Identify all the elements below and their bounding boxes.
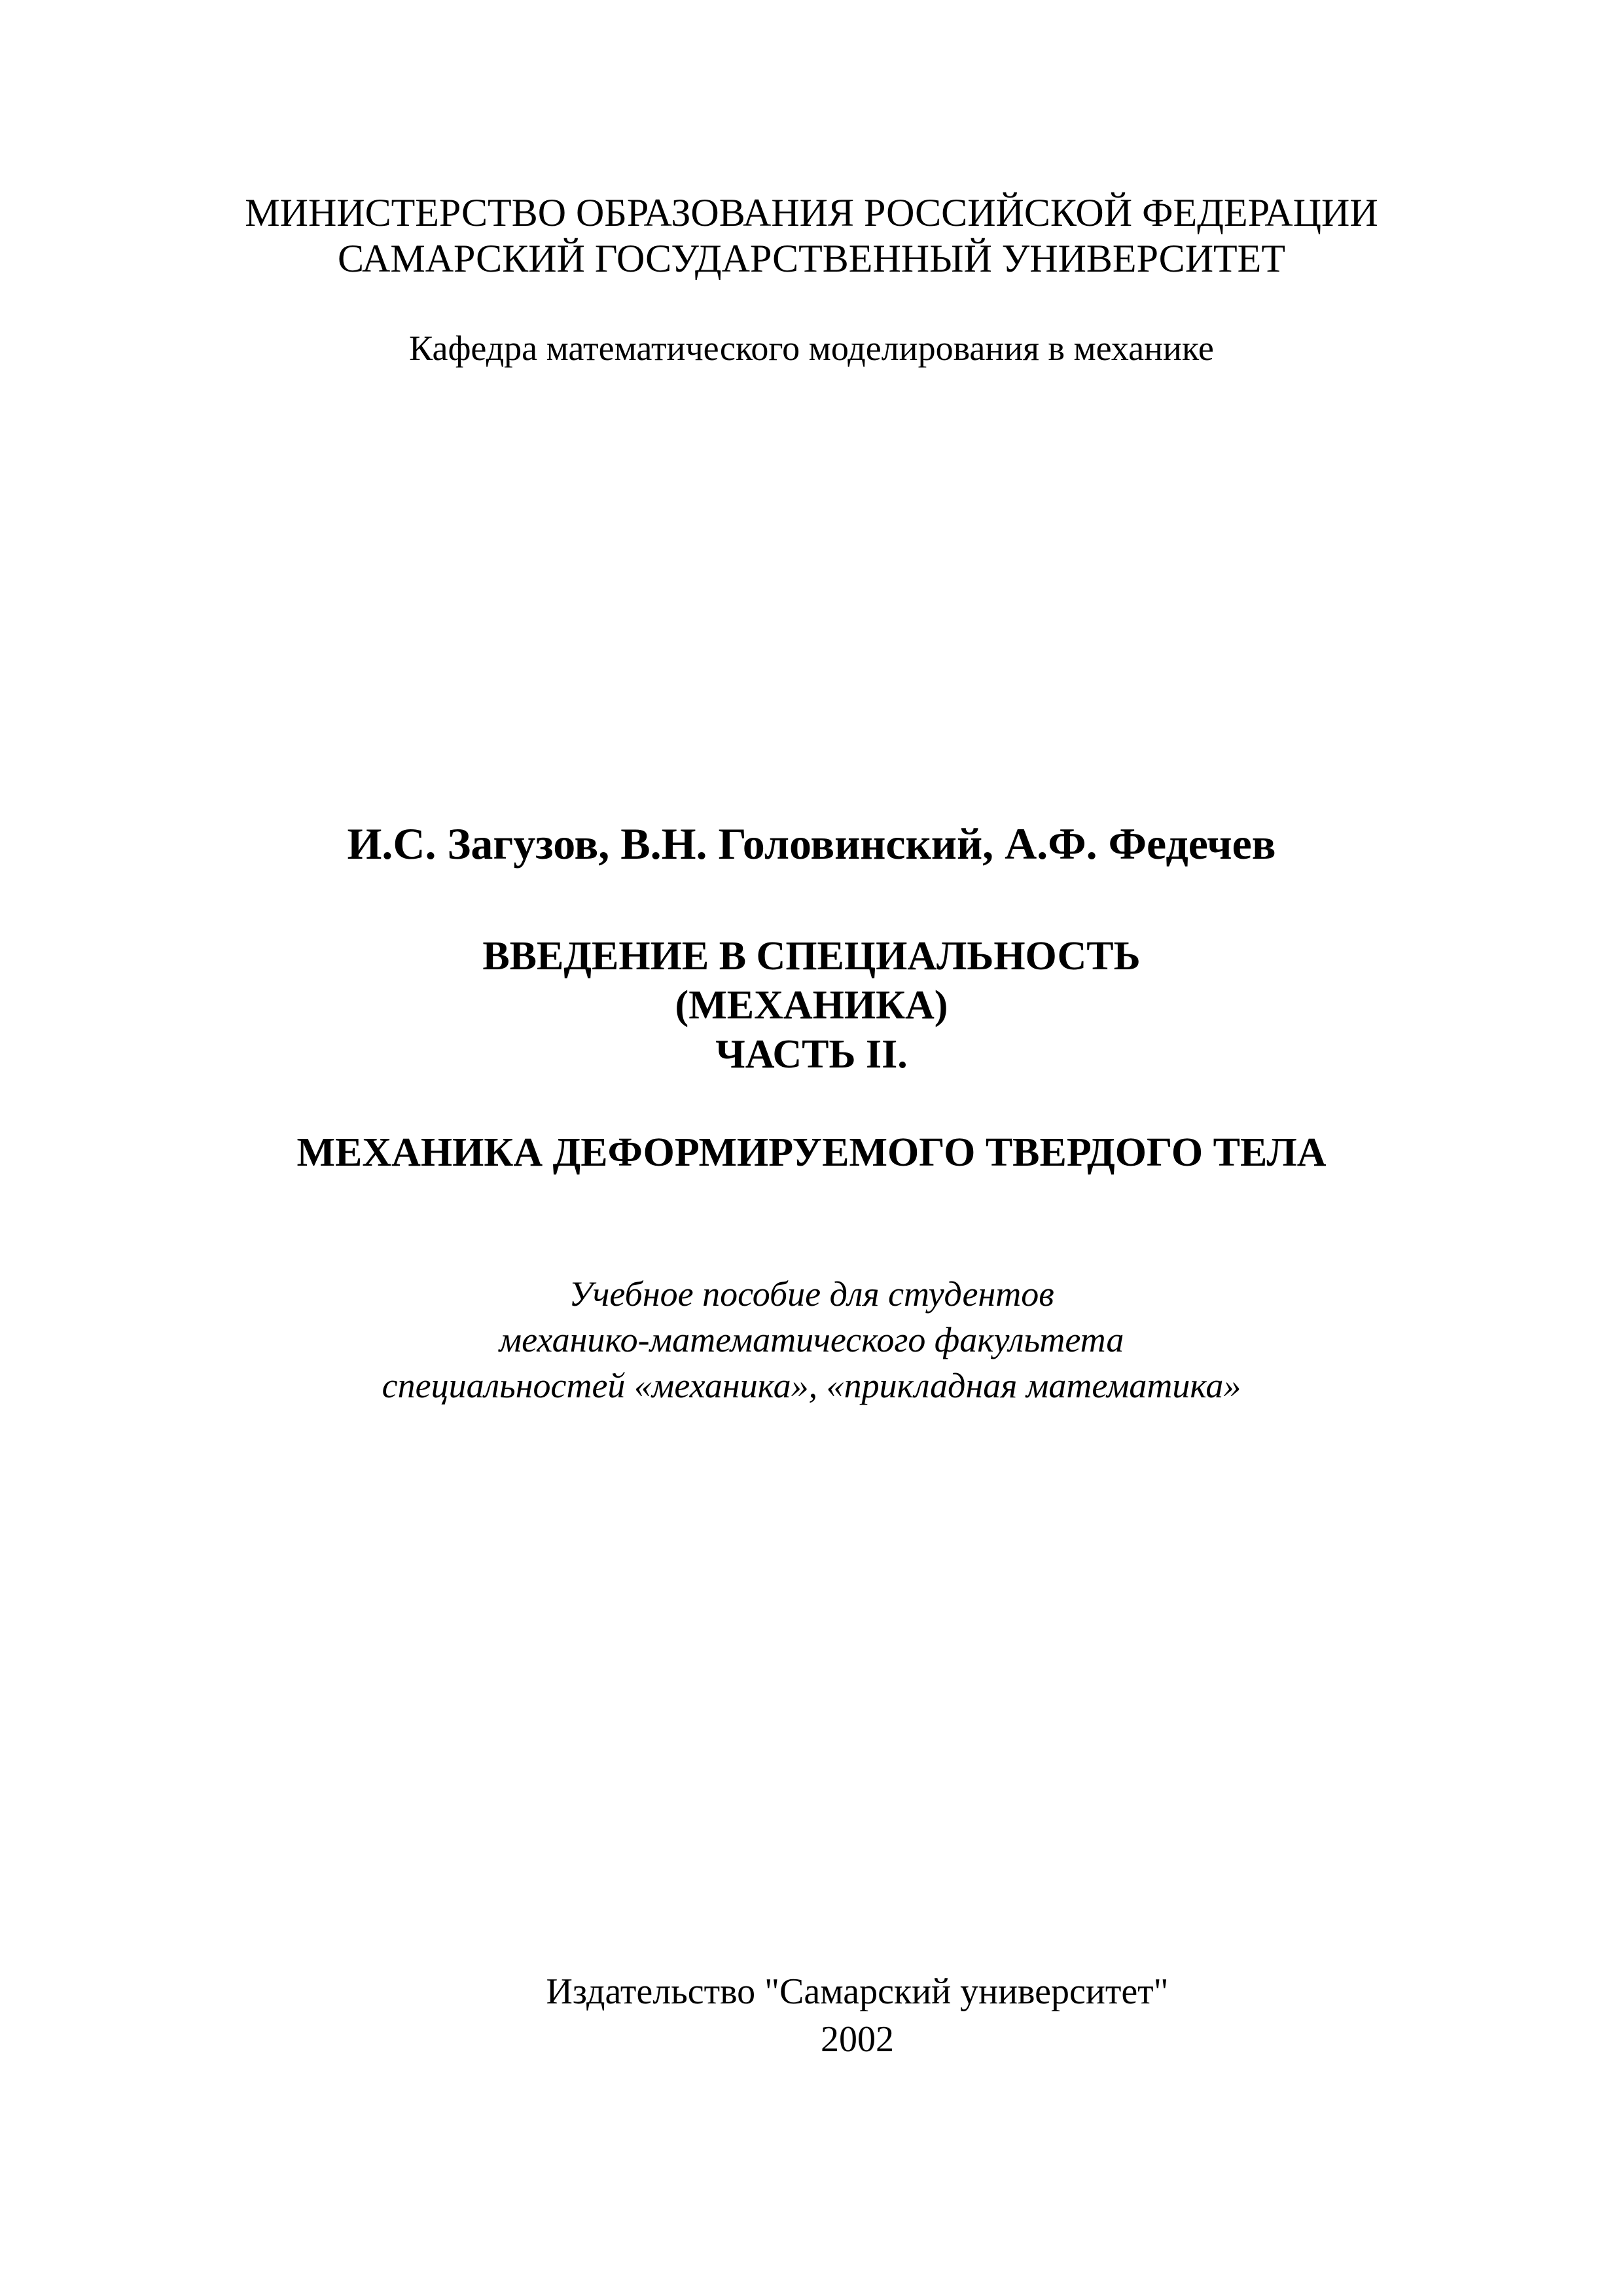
- university-name: САМАРСКИЙ ГОСУДАРСТВЕННЫЙ УНИВЕРСИТЕТ: [338, 237, 1285, 280]
- ministry-name: МИНИСТЕРСТВО ОБРАЗОВАНИЯ РОССИЙСКОЙ ФЕДЕРАЦИИ: [245, 191, 1378, 234]
- publisher: Издательство "Самарский университет": [546, 1971, 1169, 2012]
- book-purpose-line2: механико-математического факультета: [499, 1320, 1124, 1359]
- book-title-part: ЧАСТЬ II.: [715, 1032, 908, 1077]
- authors: И.С. Загузов, В.Н. Головинский, А.Ф. Федечев: [347, 819, 1276, 869]
- publication-year: 2002: [821, 2019, 894, 2060]
- book-title-line2: (МЕХАНИКА): [675, 983, 948, 1028]
- book-purpose-line1: Учебное пособие для студентов: [569, 1274, 1054, 1314]
- book-purpose-line3: специальностей «механика», «прикладная математика»: [382, 1366, 1241, 1405]
- book-title-line1: ВВЕДЕНИЕ В СПЕЦИАЛЬНОСТЬ: [482, 934, 1141, 978]
- book-title-subject: МЕХАНИКА ДЕФОРМИРУЕМОГО ТВЕРДОГО ТЕЛА: [296, 1130, 1327, 1175]
- department-name: Кафедра математического моделирования в механике: [409, 329, 1214, 368]
